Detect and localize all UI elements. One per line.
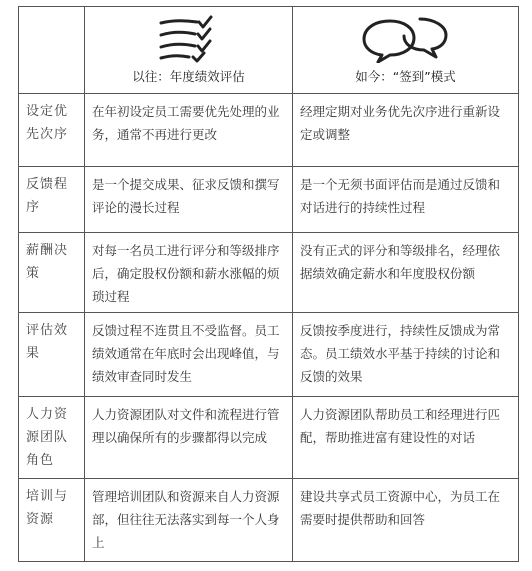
now-cell: 人力资源团队帮助员工和经理进行匹配，帮助推进富有建设性的对话 [293, 397, 519, 479]
table-row [19, 167, 519, 233]
comparison-table [18, 6, 519, 562]
row-label: 人力资源团队角色 [19, 397, 85, 479]
past-cell: 管理培训团队和资源来自人力资源部，但往往无法落实到每一个人身上 [85, 479, 293, 562]
row-label: 评估效果 [19, 313, 85, 397]
past-cell: 对每一名员工进行评分和等级排序后，确定股权份额和薪水涨幅的烦琐过程 [85, 233, 293, 313]
table-row [19, 479, 519, 562]
header-empty-cell [19, 7, 85, 94]
table-row [19, 233, 519, 313]
past-cell: 是一个提交成果、征求反馈和撰写评论的漫长过程 [85, 167, 293, 233]
now-cell: 没有正式的评分和等级排名，经理依据绩效确定薪水和年度股权份额 [293, 233, 519, 313]
header-past-cell [85, 7, 293, 94]
table-row [19, 313, 519, 397]
header-past-label: 以往：年度绩效评估 [132, 69, 245, 84]
past-cell: 反馈过程不连贯且不受监督。员工绩效通常在年底时会出现峰值，与绩效审查同时发生 [85, 313, 293, 397]
header-row [19, 7, 519, 94]
speech-bubbles-icon [360, 15, 452, 63]
past-cell: 人力资源团队对文件和流程进行管理以确保所有的步骤都得以完成 [85, 397, 293, 479]
table-row [19, 94, 519, 167]
row-label: 薪酬决策 [19, 233, 85, 313]
header-now-label: 如今：“签到”模式 [355, 69, 456, 84]
now-cell: 反馈按季度进行，持续性反馈成为常态。员工绩效水平基于持续的讨论和反馈的效果 [293, 313, 519, 397]
past-cell: 在年初设定员工需要优先处理的业务，通常不再进行更改 [85, 94, 293, 167]
table-row [19, 397, 519, 479]
header-now-cell [293, 7, 519, 94]
checklist-icon [157, 15, 221, 63]
row-label: 反馈程序 [19, 167, 85, 233]
now-cell: 建设共享式员工资源中心，为员工在需要时提供帮助和回答 [293, 479, 519, 562]
row-label: 培训与资源 [19, 479, 85, 562]
row-label: 设定优先次序 [19, 94, 85, 167]
now-cell: 经理定期对业务优先次序进行重新设定或调整 [293, 94, 519, 167]
now-cell: 是一个无须书面评估而是通过反馈和对话进行的持续性过程 [293, 167, 519, 233]
